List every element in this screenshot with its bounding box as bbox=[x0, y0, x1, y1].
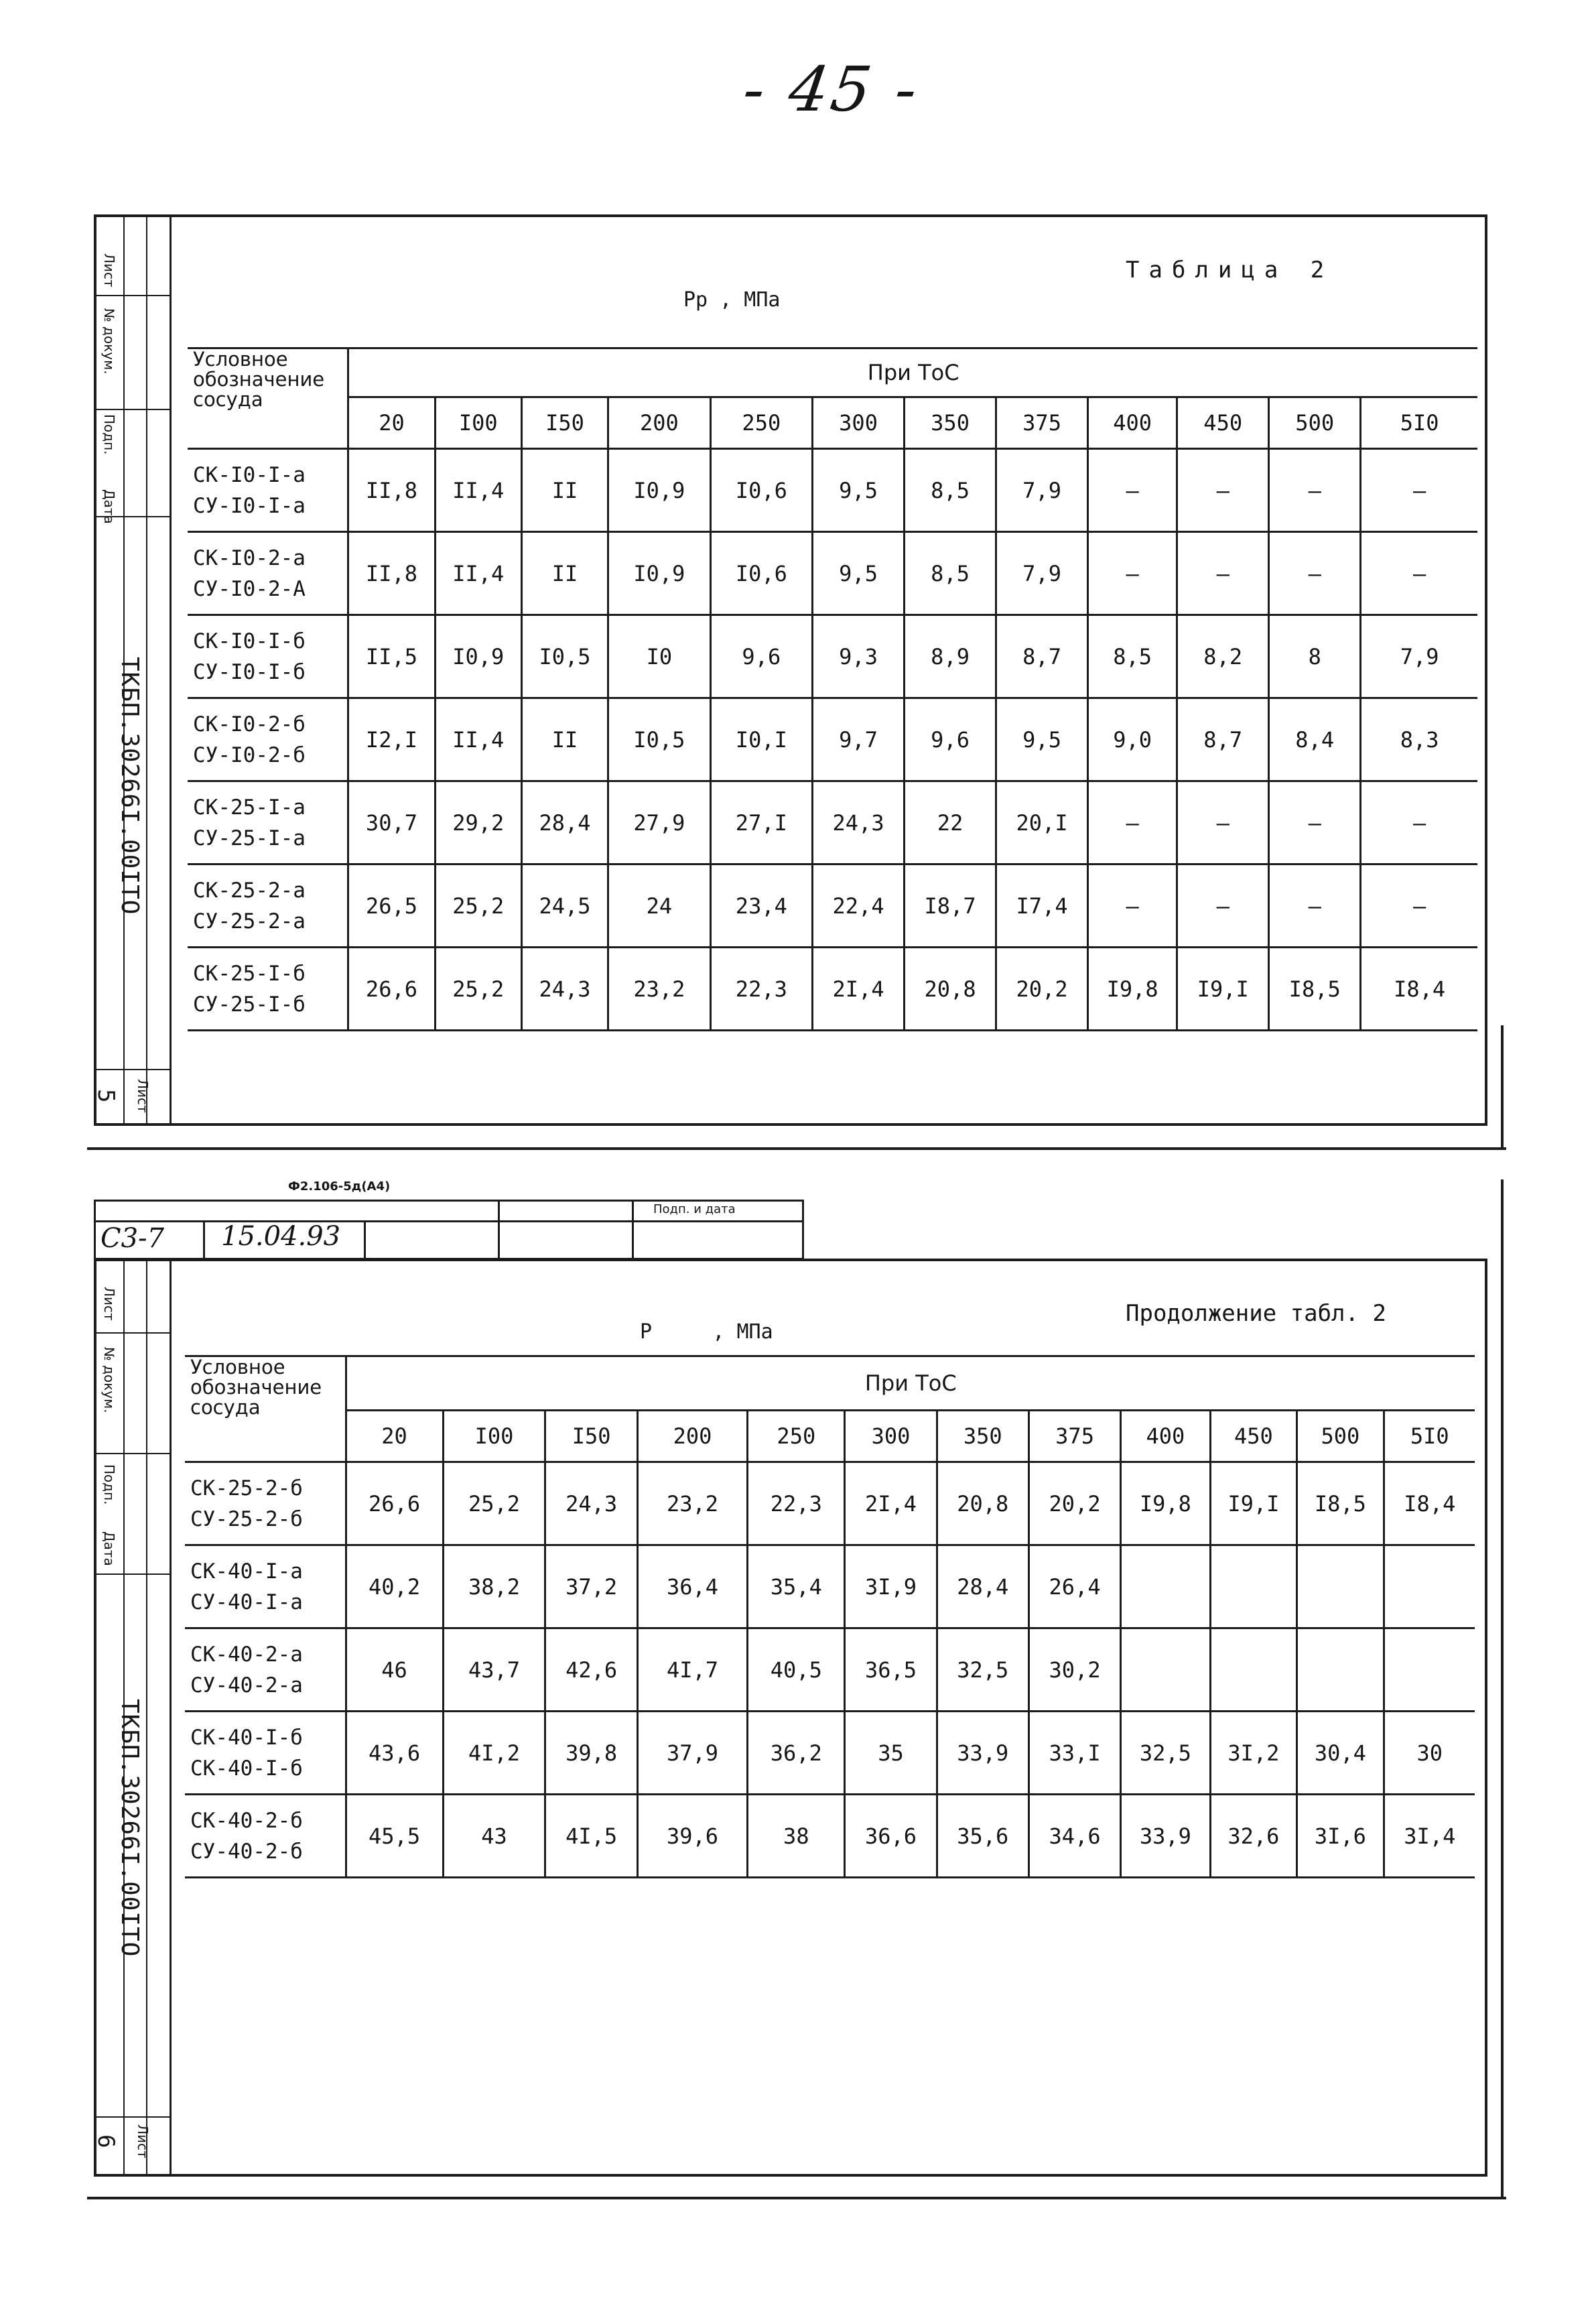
pressure-value: — bbox=[1177, 864, 1269, 948]
pressure-value: 36,2 bbox=[748, 1712, 845, 1795]
table-row bbox=[188, 948, 1477, 1031]
pressure-value: 8,5 bbox=[905, 532, 996, 615]
pressure-value: 20,I bbox=[996, 781, 1088, 864]
pressure-value: — bbox=[1361, 532, 1477, 615]
pressure-value: 3I,2 bbox=[1210, 1712, 1297, 1795]
vessel-designation: СК-I0-I-б СУ-I0-I-б bbox=[188, 615, 348, 698]
temperature-column-header: I50 bbox=[545, 1411, 637, 1462]
pressure-value: — bbox=[1177, 449, 1269, 532]
pressure-value: 9,0 bbox=[1088, 698, 1177, 781]
handwritten-code: С3-7 bbox=[101, 1223, 165, 1254]
temperature-header: При ТоС bbox=[346, 1356, 1475, 1411]
pressure-value: II bbox=[521, 698, 608, 781]
temperature-column-header: I50 bbox=[521, 397, 608, 449]
pressure-value: 9,5 bbox=[996, 698, 1088, 781]
pressure-value: 8,7 bbox=[1177, 698, 1269, 781]
table-row bbox=[185, 1712, 1475, 1795]
pressure-value: II,8 bbox=[348, 532, 435, 615]
pressure-value: 8,3 bbox=[1361, 698, 1477, 781]
pressure-value: I8,5 bbox=[1269, 948, 1361, 1031]
pressure-value: — bbox=[1269, 449, 1361, 532]
pressure-value: 23,2 bbox=[637, 1462, 748, 1545]
pressure-value: 37,2 bbox=[545, 1545, 637, 1628]
pressure-value: 7,9 bbox=[1361, 615, 1477, 698]
table-row bbox=[185, 1795, 1475, 1878]
pressure-value: 43,7 bbox=[443, 1628, 545, 1712]
pressure-value: I0 bbox=[608, 615, 710, 698]
pressure-value: — bbox=[1088, 781, 1177, 864]
pressure-value: 34,6 bbox=[1028, 1795, 1120, 1878]
temperature-column-header: 250 bbox=[710, 397, 812, 449]
pressure-value bbox=[1297, 1628, 1384, 1712]
pressure-value: 32,5 bbox=[937, 1628, 1028, 1712]
temperature-column-header: 300 bbox=[813, 397, 905, 449]
pressure-value: 4I,7 bbox=[637, 1628, 748, 1712]
pressure-value: 25,2 bbox=[443, 1462, 545, 1545]
pressure-value: 20,2 bbox=[1028, 1462, 1120, 1545]
pressure-value: 38 bbox=[748, 1795, 845, 1878]
pressure-value: — bbox=[1361, 781, 1477, 864]
sheet-2-right-rule bbox=[1501, 1179, 1504, 2198]
pressure-table-2 bbox=[185, 1355, 1475, 1878]
pressure-value: I0,5 bbox=[521, 615, 608, 698]
pressure-value: 9,5 bbox=[813, 449, 905, 532]
pressure-value: I9,I bbox=[1177, 948, 1269, 1031]
temperature-column-header: 400 bbox=[1121, 1411, 1210, 1462]
temperature-column-header: 500 bbox=[1269, 397, 1361, 449]
temperature-column-header: 20 bbox=[348, 397, 435, 449]
table-row bbox=[188, 864, 1477, 948]
pressure-value: I8,5 bbox=[1297, 1462, 1384, 1545]
vessel-designation: СК-I0-I-а СУ-I0-I-а bbox=[188, 449, 348, 532]
pressure-value: 40,5 bbox=[748, 1628, 845, 1712]
temperature-column-header: 375 bbox=[1028, 1411, 1120, 1462]
temperature-column-header: 250 bbox=[748, 1411, 845, 1462]
pressure-value bbox=[1121, 1628, 1210, 1712]
document-code: ТКБП.30266I.00IТО bbox=[116, 657, 143, 915]
pressure-value bbox=[1210, 1545, 1297, 1628]
pressure-value: 27,9 bbox=[608, 781, 710, 864]
pressure-value: 43 bbox=[443, 1795, 545, 1878]
sheet-2-bottom-rule bbox=[87, 2197, 1506, 2199]
pressure-value: 7,9 bbox=[996, 449, 1088, 532]
pressure-value: 24,3 bbox=[813, 781, 905, 864]
vessel-designation: СК-25-I-б СУ-25-I-б bbox=[188, 948, 348, 1031]
pressure-value: 20,8 bbox=[905, 948, 996, 1031]
side-label-sheet: Лист bbox=[101, 253, 117, 287]
pressure-value: 22 bbox=[905, 781, 996, 864]
pressure-value: 30,7 bbox=[348, 781, 435, 864]
table-continuation-title: Продолжение табл. 2 bbox=[1126, 1300, 1386, 1327]
pressure-table-1 bbox=[188, 347, 1477, 1031]
pressure-value: 3I,9 bbox=[845, 1545, 937, 1628]
pressure-value: 30,4 bbox=[1297, 1712, 1384, 1795]
pressure-value: 8 bbox=[1269, 615, 1361, 698]
pressure-value: 35,6 bbox=[937, 1795, 1028, 1878]
pressure-value: 28,4 bbox=[521, 781, 608, 864]
vessel-designation: СК-I0-2-а СУ-I0-2-А bbox=[188, 532, 348, 615]
side-label-doc-no: № докум. bbox=[101, 1347, 117, 1413]
pressure-value: 24,5 bbox=[521, 864, 608, 948]
pressure-value: I8,4 bbox=[1384, 1462, 1475, 1545]
table-row bbox=[188, 449, 1477, 532]
pressure-value: 7,9 bbox=[996, 532, 1088, 615]
table-row bbox=[188, 615, 1477, 698]
vessel-designation: СК-25-2-а СУ-25-2-а bbox=[188, 864, 348, 948]
pressure-value: 46 bbox=[346, 1628, 443, 1712]
temperature-column-header: I00 bbox=[443, 1411, 545, 1462]
pressure-value: I9,I bbox=[1210, 1462, 1297, 1545]
pressure-value: 8,2 bbox=[1177, 615, 1269, 698]
pressure-value: I9,8 bbox=[1088, 948, 1177, 1031]
table-row bbox=[185, 1628, 1475, 1712]
pressure-value: — bbox=[1269, 781, 1361, 864]
table-row bbox=[188, 532, 1477, 615]
temperature-column-header: 5I0 bbox=[1384, 1411, 1475, 1462]
pressure-value: — bbox=[1361, 864, 1477, 948]
pressure-value: 8,7 bbox=[996, 615, 1088, 698]
side-label-sheet: Лист bbox=[101, 1287, 117, 1321]
pressure-value: II bbox=[521, 449, 608, 532]
pressure-value: 3I,4 bbox=[1384, 1795, 1475, 1878]
pressure-value: 8,9 bbox=[905, 615, 996, 698]
pressure-value: 30,2 bbox=[1028, 1628, 1120, 1712]
temperature-column-header: 375 bbox=[996, 397, 1088, 449]
designation-header: Условное обозначение сосуда bbox=[185, 1356, 346, 1462]
temperature-column-header: 200 bbox=[637, 1411, 748, 1462]
pressure-value: I0,I bbox=[710, 698, 812, 781]
vessel-designation: СК-25-I-а СУ-25-I-а bbox=[188, 781, 348, 864]
side-label-signature: Подп. bbox=[101, 1464, 117, 1505]
pressure-value: 32,5 bbox=[1121, 1712, 1210, 1795]
temperature-column-header: 350 bbox=[905, 397, 996, 449]
pressure-value bbox=[1121, 1545, 1210, 1628]
pressure-value: I0,6 bbox=[710, 532, 812, 615]
pressure-value: — bbox=[1088, 532, 1177, 615]
temperature-header: При ТоС bbox=[348, 348, 1477, 397]
sheet-1-bottom-rule bbox=[87, 1147, 1506, 1150]
side-label-date: Дата bbox=[101, 489, 117, 524]
pressure-value: — bbox=[1269, 532, 1361, 615]
temperature-column-header: 500 bbox=[1297, 1411, 1384, 1462]
pressure-value: 25,2 bbox=[435, 864, 521, 948]
pressure-value: 8,4 bbox=[1269, 698, 1361, 781]
pressure-value: II,8 bbox=[348, 449, 435, 532]
pressure-value: 33,I bbox=[1028, 1712, 1120, 1795]
pressure-value: I9,8 bbox=[1121, 1462, 1210, 1545]
pressure-value: 36,6 bbox=[845, 1795, 937, 1878]
pressure-value: 29,2 bbox=[435, 781, 521, 864]
vessel-designation: СК-40-I-б СК-40-I-б bbox=[185, 1712, 346, 1795]
pressure-value bbox=[1384, 1545, 1475, 1628]
pressure-value: 4I,2 bbox=[443, 1712, 545, 1795]
pressure-value: 9,3 bbox=[813, 615, 905, 698]
pressure-value: I2,I bbox=[348, 698, 435, 781]
table-row bbox=[188, 698, 1477, 781]
pressure-value: 22,3 bbox=[748, 1462, 845, 1545]
pressure-value: 43,6 bbox=[346, 1712, 443, 1795]
pressure-value: — bbox=[1177, 532, 1269, 615]
pressure-value: 24 bbox=[608, 864, 710, 948]
vessel-designation: СК-I0-2-б СУ-I0-2-б bbox=[188, 698, 348, 781]
designation-header: Условное обозначение сосуда bbox=[188, 348, 348, 449]
pressure-value: 23,4 bbox=[710, 864, 812, 948]
pressure-value: 26,5 bbox=[348, 864, 435, 948]
pressure-value: 8,5 bbox=[905, 449, 996, 532]
temperature-column-header: 20 bbox=[346, 1411, 443, 1462]
vessel-designation: СК-40-2-б СУ-40-2-б bbox=[185, 1795, 346, 1878]
form-label: Ф2.106-5д(А4) bbox=[288, 1179, 391, 1194]
sheet-1-right-rule bbox=[1501, 1025, 1504, 1149]
stamp-label: Подп. и дата bbox=[653, 1202, 736, 1216]
pressure-value: 26,6 bbox=[348, 948, 435, 1031]
pressure-value: I8,7 bbox=[905, 864, 996, 948]
pressure-value: 28,4 bbox=[937, 1545, 1028, 1628]
temperature-column-header: I00 bbox=[435, 397, 521, 449]
pressure-value: 35 bbox=[845, 1712, 937, 1795]
pressure-value bbox=[1210, 1628, 1297, 1712]
pressure-value: 37,9 bbox=[637, 1712, 748, 1795]
temperature-column-header: 450 bbox=[1210, 1411, 1297, 1462]
pressure-value: 30 bbox=[1384, 1712, 1475, 1795]
pressure-value: II,4 bbox=[435, 449, 521, 532]
temperature-column-header: 5I0 bbox=[1361, 397, 1477, 449]
temperature-column-header: 200 bbox=[608, 397, 710, 449]
page-number: - 45 - bbox=[738, 54, 925, 125]
pressure-value: 36,5 bbox=[845, 1628, 937, 1712]
pressure-value: 2I,4 bbox=[813, 948, 905, 1031]
pressure-value: I0,9 bbox=[435, 615, 521, 698]
pressure-value: 4I,5 bbox=[545, 1795, 637, 1878]
pressure-value: — bbox=[1177, 781, 1269, 864]
pressure-value: 9,6 bbox=[710, 615, 812, 698]
pressure-value: 24,3 bbox=[521, 948, 608, 1031]
pressure-value: 38,2 bbox=[443, 1545, 545, 1628]
pressure-value: — bbox=[1361, 449, 1477, 532]
table-row bbox=[185, 1462, 1475, 1545]
pressure-value: 33,9 bbox=[1121, 1795, 1210, 1878]
table-row bbox=[188, 781, 1477, 864]
pressure-value: 42,6 bbox=[545, 1628, 637, 1712]
pressure-value: 24,3 bbox=[545, 1462, 637, 1545]
pressure-value: 20,2 bbox=[996, 948, 1088, 1031]
pressure-value: 45,5 bbox=[346, 1795, 443, 1878]
pressure-value: 26,6 bbox=[346, 1462, 443, 1545]
pressure-value: 3I,6 bbox=[1297, 1795, 1384, 1878]
pressure-value bbox=[1297, 1545, 1384, 1628]
sheet-number: 6 bbox=[92, 2134, 119, 2148]
temperature-column-header: 300 bbox=[845, 1411, 937, 1462]
pressure-value: 40,2 bbox=[346, 1545, 443, 1628]
document-code: ТКБП.30266I.00IТО bbox=[116, 1699, 143, 1957]
pressure-unit-label: Pр , МПа bbox=[683, 288, 781, 312]
sheet-number: 5 bbox=[92, 1089, 119, 1103]
pressure-value: 35,4 bbox=[748, 1545, 845, 1628]
pressure-value: 36,4 bbox=[637, 1545, 748, 1628]
pressure-value: II bbox=[521, 532, 608, 615]
pressure-value: I0,5 bbox=[608, 698, 710, 781]
side-label-doc-no: № докум. bbox=[101, 308, 117, 375]
pressure-value: 32,6 bbox=[1210, 1795, 1297, 1878]
pressure-value: 22,4 bbox=[813, 864, 905, 948]
pressure-value: I7,4 bbox=[996, 864, 1088, 948]
pressure-value: 39,6 bbox=[637, 1795, 748, 1878]
pressure-value: I0,6 bbox=[710, 449, 812, 532]
side-label-signature: Подп. bbox=[101, 414, 117, 455]
temperature-column-header: 450 bbox=[1177, 397, 1269, 449]
pressure-value: I0,9 bbox=[608, 449, 710, 532]
pressure-value: 26,4 bbox=[1028, 1545, 1120, 1628]
pressure-value: 22,3 bbox=[710, 948, 812, 1031]
vessel-designation: СК-40-I-а СУ-40-I-а bbox=[185, 1545, 346, 1628]
pressure-value: II,5 bbox=[348, 615, 435, 698]
pressure-unit-label: P , МПа bbox=[640, 1320, 773, 1344]
pressure-value: 39,8 bbox=[545, 1712, 637, 1795]
pressure-value: — bbox=[1269, 864, 1361, 948]
pressure-value: I0,9 bbox=[608, 532, 710, 615]
pressure-value: 33,9 bbox=[937, 1712, 1028, 1795]
sheet-label: Лист bbox=[135, 2124, 151, 2159]
pressure-value: 25,2 bbox=[435, 948, 521, 1031]
pressure-value: 20,8 bbox=[937, 1462, 1028, 1545]
table-row bbox=[185, 1545, 1475, 1628]
pressure-value: I8,4 bbox=[1361, 948, 1477, 1031]
pressure-value: 27,I bbox=[710, 781, 812, 864]
pressure-value: 9,7 bbox=[813, 698, 905, 781]
pressure-value: 9,5 bbox=[813, 532, 905, 615]
pressure-value: 8,5 bbox=[1088, 615, 1177, 698]
pressure-value: 2I,4 bbox=[845, 1462, 937, 1545]
side-label-date: Дата bbox=[101, 1531, 117, 1566]
vessel-designation: СК-25-2-б СУ-25-2-б bbox=[185, 1462, 346, 1545]
temperature-column-header: 350 bbox=[937, 1411, 1028, 1462]
sheet-label: Лист bbox=[135, 1079, 151, 1113]
pressure-value bbox=[1384, 1628, 1475, 1712]
pressure-value: — bbox=[1088, 449, 1177, 532]
temperature-column-header: 400 bbox=[1088, 397, 1177, 449]
handwritten-date: 15.04.93 bbox=[221, 1221, 341, 1252]
vessel-designation: СК-40-2-а СУ-40-2-а bbox=[185, 1628, 346, 1712]
pressure-value: 9,6 bbox=[905, 698, 996, 781]
pressure-value: 23,2 bbox=[608, 948, 710, 1031]
pressure-value: II,4 bbox=[435, 698, 521, 781]
pressure-value: II,4 bbox=[435, 532, 521, 615]
pressure-value: — bbox=[1088, 864, 1177, 948]
table-title: Таблица 2 bbox=[1126, 257, 1334, 283]
